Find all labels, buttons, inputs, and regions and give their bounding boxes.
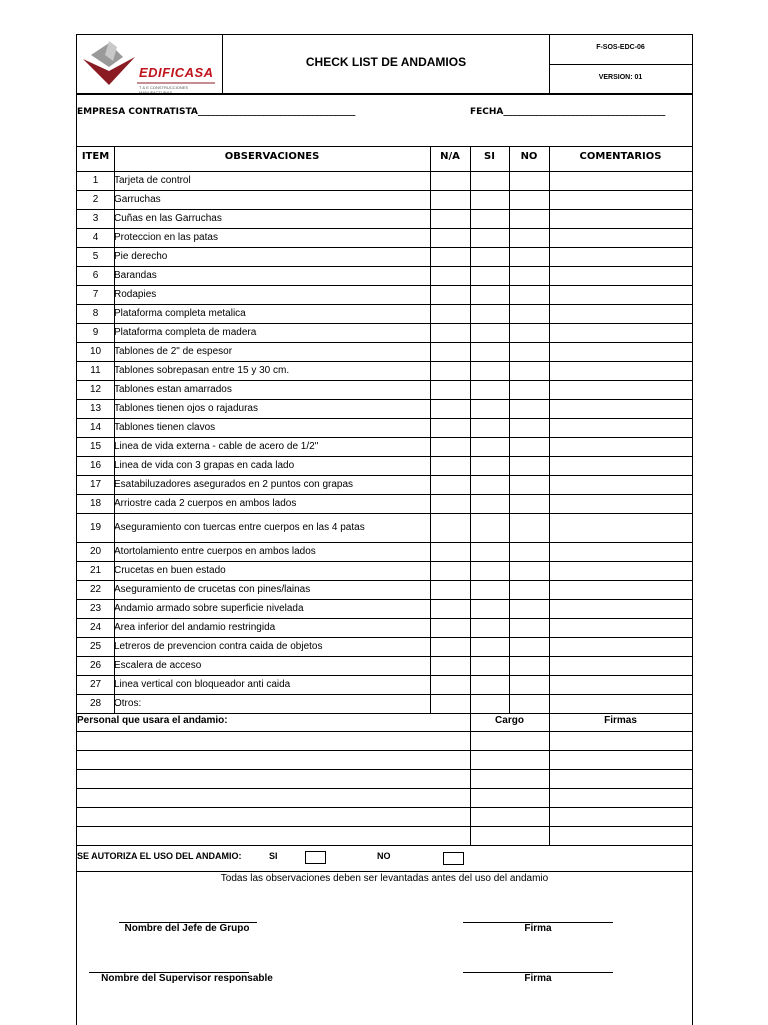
cell-si[interactable] [470, 437, 509, 456]
contractor-field[interactable]: EMPRESA CONTRATISTA___________________________________ [77, 107, 356, 117]
observation-text: Aseguramiento con tuercas entre cuerpos en las 4 patas [114, 521, 365, 533]
cell-comment[interactable] [549, 437, 692, 456]
cell-na[interactable] [430, 171, 470, 190]
observation-text: Otros: [114, 697, 142, 709]
cell-na[interactable] [430, 247, 470, 266]
item-number: 10 [89, 345, 102, 357]
cell-na[interactable] [430, 342, 470, 361]
cell-comment[interactable] [549, 475, 692, 494]
cell-no[interactable] [509, 656, 549, 675]
col-si-header: SI [484, 151, 495, 162]
observation-text: Garruchas [114, 193, 161, 205]
form-title: CHECK LIST DE ANDAMIOS [305, 55, 467, 69]
table-row [77, 266, 692, 285]
item-number: 3 [92, 212, 99, 224]
cell-no[interactable] [509, 513, 549, 542]
cell-na[interactable] [430, 675, 470, 694]
item-number: 18 [89, 497, 102, 509]
firma-supervisor-signature[interactable]: Firma [524, 973, 552, 984]
cell-si[interactable] [470, 285, 509, 304]
item-number: 28 [89, 697, 102, 709]
company-tagline: T & E CONSTRUCCIONES MANUFACTURAS [139, 85, 189, 95]
authorization-si-checkbox[interactable] [305, 851, 326, 864]
table-row [77, 228, 692, 247]
authorization-no-checkbox[interactable] [443, 852, 464, 865]
cell-comment[interactable] [549, 380, 692, 399]
firmas-header: Firmas [604, 715, 637, 726]
item-number: 8 [92, 307, 99, 319]
observation-text: Esatabiluzadores asegurados en 2 puntos con grapas [114, 478, 354, 490]
table-row [77, 399, 692, 418]
cell-si[interactable] [470, 580, 509, 599]
cell-comment[interactable] [549, 418, 692, 437]
item-number: 13 [89, 402, 102, 414]
table-row [77, 637, 692, 656]
observation-text: Andamio armado sobre superficie nivelada [114, 602, 304, 614]
cell-na[interactable] [430, 323, 470, 342]
observation-text: Linea vertical con bloqueador anti caida [114, 678, 291, 690]
cell-si[interactable] [470, 618, 509, 637]
cell-no[interactable] [509, 418, 549, 437]
cell-comment[interactable] [549, 456, 692, 475]
observation-text: Crucetas en buen estado [114, 564, 226, 576]
observation-text: Arriostre cada 2 cuerpos en ambos lados [114, 497, 297, 509]
cell-si[interactable] [470, 656, 509, 675]
company-name: EDIFICASA [139, 65, 214, 80]
cell-si[interactable] [470, 190, 509, 209]
cell-na[interactable] [430, 399, 470, 418]
cell-na[interactable] [430, 561, 470, 580]
col-no-header: NO [520, 151, 538, 162]
item-number: 4 [92, 231, 99, 243]
table-row [77, 561, 692, 580]
authorization-no-label: NO [377, 851, 391, 861]
personnel-row[interactable] [77, 788, 692, 807]
cell-na[interactable] [430, 542, 470, 561]
observation-text: Tablones tienen ojos o rajaduras [114, 402, 258, 414]
item-number: 25 [89, 640, 102, 652]
cell-comment[interactable] [549, 599, 692, 618]
cell-comment[interactable] [549, 656, 692, 675]
cell-no[interactable] [509, 342, 549, 361]
item-number: 2 [92, 193, 99, 205]
cell-si[interactable] [470, 209, 509, 228]
cell-si[interactable] [470, 247, 509, 266]
cell-comment[interactable] [549, 494, 692, 513]
observation-text: Linea de vida con 3 grapas en cada lado [114, 459, 295, 471]
cell-no[interactable] [509, 266, 549, 285]
cell-na[interactable] [430, 599, 470, 618]
observation-text: Atortolamiento entre cuerpos en ambos lados [114, 545, 316, 557]
cell-na[interactable] [430, 580, 470, 599]
jefe-grupo-signature[interactable]: Nombre del Jefe de Grupo [124, 923, 250, 934]
cell-si[interactable] [470, 675, 509, 694]
cell-na[interactable] [430, 285, 470, 304]
logo-graphic [79, 37, 219, 91]
table-row [77, 190, 692, 209]
table-row [77, 656, 692, 675]
cell-si[interactable] [470, 599, 509, 618]
cell-no[interactable] [509, 380, 549, 399]
cell-comment[interactable] [549, 513, 692, 542]
item-number: 15 [89, 440, 102, 452]
observation-text: Linea de vida externa - cable de acero de 1/2" [114, 440, 319, 452]
cell-no[interactable] [509, 285, 549, 304]
cell-no[interactable] [509, 437, 549, 456]
table-row [77, 361, 692, 380]
col-na-header: N/A [440, 151, 460, 162]
personnel-row[interactable] [77, 769, 692, 788]
observation-text: Escalera de acceso [114, 659, 202, 671]
cell-na[interactable] [430, 437, 470, 456]
cell-no[interactable] [509, 580, 549, 599]
cell-na[interactable] [430, 380, 470, 399]
cell-si[interactable] [470, 399, 509, 418]
cell-si[interactable] [470, 342, 509, 361]
item-number: 17 [89, 478, 102, 490]
cell-comment[interactable] [549, 342, 692, 361]
table-row [77, 418, 692, 437]
cell-na[interactable] [430, 494, 470, 513]
cell-comment[interactable] [549, 190, 692, 209]
table-row [77, 304, 692, 323]
cell-no[interactable] [509, 637, 549, 656]
observation-text: Plataforma completa de madera [114, 326, 257, 338]
cell-si[interactable] [470, 561, 509, 580]
checklist-sheet [76, 34, 693, 1025]
observation-text: Rodapies [114, 288, 157, 300]
table-row [77, 342, 692, 361]
date-field[interactable]: FECHA____________________________________ [470, 107, 666, 117]
observation-text: Plataforma completa metalica [114, 307, 246, 319]
cell-comment[interactable] [549, 637, 692, 656]
item-number: 1 [92, 174, 99, 186]
item-number: 21 [89, 564, 102, 576]
authorization-si-label: SI [269, 851, 278, 861]
cell-comment[interactable] [549, 171, 692, 190]
table-row [77, 437, 692, 456]
cell-no[interactable] [509, 618, 549, 637]
table-row [77, 456, 692, 475]
cell-no[interactable] [509, 190, 549, 209]
personnel-row[interactable] [77, 826, 692, 845]
observation-text: Proteccion en las patas [114, 231, 218, 243]
item-number: 16 [89, 459, 102, 471]
cell-si[interactable] [470, 171, 509, 190]
cell-si[interactable] [470, 323, 509, 342]
cell-comment[interactable] [549, 675, 692, 694]
item-number: 7 [92, 288, 99, 300]
cell-comment[interactable] [549, 323, 692, 342]
item-number: 5 [92, 250, 99, 262]
cell-na[interactable] [430, 694, 470, 713]
cell-si[interactable] [470, 228, 509, 247]
table-row [77, 675, 692, 694]
item-number: 20 [89, 545, 102, 557]
cell-comment[interactable] [549, 228, 692, 247]
table-row [77, 513, 692, 542]
cell-no[interactable] [509, 171, 549, 190]
cell-comment[interactable] [549, 247, 692, 266]
observation-text: Area inferior del andamio restringida [114, 621, 276, 633]
cell-comment[interactable] [549, 399, 692, 418]
authorization-label: SE AUTORIZA EL USO DEL ANDAMIO: [77, 851, 242, 861]
cell-si[interactable] [470, 266, 509, 285]
col-observaciones-header: OBSERVACIONES [224, 151, 320, 162]
observation-text: Aseguramiento de crucetas con pines/lainas [114, 583, 311, 595]
item-number: 11 [90, 364, 101, 376]
personnel-label: Personal que usara el andamio: [77, 715, 228, 726]
cell-comment[interactable] [549, 542, 692, 561]
item-number: 9 [92, 326, 99, 338]
cell-na[interactable] [430, 656, 470, 675]
cell-si[interactable] [470, 418, 509, 437]
cell-comment[interactable] [549, 209, 692, 228]
col-comentarios-header: COMENTARIOS [579, 151, 662, 162]
cell-na[interactable] [430, 456, 470, 475]
table-row [77, 380, 692, 399]
cell-si[interactable] [470, 475, 509, 494]
item-number: 27 [89, 678, 102, 690]
cell-no[interactable] [509, 542, 549, 561]
col-item-header: ITEM [81, 151, 110, 162]
form-code: F-SOS-EDC-06 [596, 44, 645, 51]
cell-no[interactable] [509, 494, 549, 513]
table-row [77, 542, 692, 561]
cell-na[interactable] [430, 304, 470, 323]
item-number: 24 [89, 621, 102, 633]
cell-no[interactable] [509, 361, 549, 380]
form-version: VERSION: 01 [598, 74, 643, 81]
observation-text: Cuñas en las Garruchas [114, 212, 222, 224]
cell-no[interactable] [509, 228, 549, 247]
observation-text: Tablones tienen clavos [114, 421, 216, 433]
item-number: 26 [89, 659, 102, 671]
table-row [77, 475, 692, 494]
cell-na[interactable] [430, 361, 470, 380]
table-row [77, 247, 692, 266]
cell-no[interactable] [509, 304, 549, 323]
cell-no[interactable] [509, 399, 549, 418]
firma-jefe-signature[interactable]: Firma [524, 923, 552, 934]
cell-na[interactable] [430, 475, 470, 494]
personnel-row[interactable] [77, 750, 692, 769]
table-row [77, 171, 692, 190]
cell-si[interactable] [470, 361, 509, 380]
cell-si[interactable] [470, 694, 509, 713]
table-row [77, 599, 692, 618]
table-row [77, 494, 692, 513]
cell-no[interactable] [509, 599, 549, 618]
cell-comment[interactable] [549, 285, 692, 304]
cell-no[interactable] [509, 475, 549, 494]
cell-no[interactable] [509, 694, 549, 713]
cell-na[interactable] [430, 637, 470, 656]
observation-text: Tarjeta de control [114, 174, 191, 186]
cell-si[interactable] [470, 494, 509, 513]
cell-na[interactable] [430, 190, 470, 209]
cell-comment[interactable] [549, 580, 692, 599]
personnel-row[interactable] [77, 807, 692, 826]
cell-no[interactable] [509, 675, 549, 694]
cell-no[interactable] [509, 209, 549, 228]
table-row [77, 618, 692, 637]
item-number: 14 [89, 421, 102, 433]
table-row [77, 285, 692, 304]
cell-si[interactable] [470, 304, 509, 323]
observation-text: Barandas [114, 269, 157, 281]
cell-comment[interactable] [549, 618, 692, 637]
supervisor-signature[interactable]: Nombre del Supervisor responsable [101, 973, 273, 984]
observation-text: Tablones estan amarrados [114, 383, 232, 395]
cell-si[interactable] [470, 513, 509, 542]
cell-si[interactable] [470, 542, 509, 561]
table-row [77, 580, 692, 599]
observation-text: Pie derecho [114, 250, 168, 262]
cell-comment[interactable] [549, 361, 692, 380]
table-row [77, 323, 692, 342]
observation-note: Todas las observaciones deben ser levantadas antes del uso del andamio [220, 873, 549, 884]
table-row [77, 694, 692, 713]
cell-na[interactable] [430, 209, 470, 228]
cell-na[interactable] [430, 228, 470, 247]
observation-text: Letreros de prevencion contra caida de objetos [114, 640, 323, 652]
observation-text: Tablones de 2" de espesor [114, 345, 233, 357]
cargo-header: Cargo [495, 715, 524, 726]
item-number: 19 [89, 521, 102, 533]
item-number: 22 [89, 583, 102, 595]
cell-no[interactable] [509, 456, 549, 475]
company-logo [79, 37, 219, 95]
table-row [77, 209, 692, 228]
item-number: 23 [89, 602, 102, 614]
cell-si[interactable] [470, 637, 509, 656]
cell-na[interactable] [430, 513, 470, 542]
item-number: 12 [89, 383, 102, 395]
cell-comment[interactable] [549, 266, 692, 285]
cell-no[interactable] [509, 247, 549, 266]
cell-na[interactable] [430, 266, 470, 285]
cell-comment[interactable] [549, 304, 692, 323]
cell-na[interactable] [430, 418, 470, 437]
cell-no[interactable] [509, 561, 549, 580]
cell-comment[interactable] [549, 694, 692, 713]
cell-si[interactable] [470, 380, 509, 399]
item-number: 6 [92, 269, 99, 281]
cell-comment[interactable] [549, 561, 692, 580]
cell-na[interactable] [430, 618, 470, 637]
personnel-row[interactable] [77, 731, 692, 750]
cell-no[interactable] [509, 323, 549, 342]
cell-si[interactable] [470, 456, 509, 475]
observation-text: Tablones sobrepasan entre 15 y 30 cm. [114, 364, 290, 376]
